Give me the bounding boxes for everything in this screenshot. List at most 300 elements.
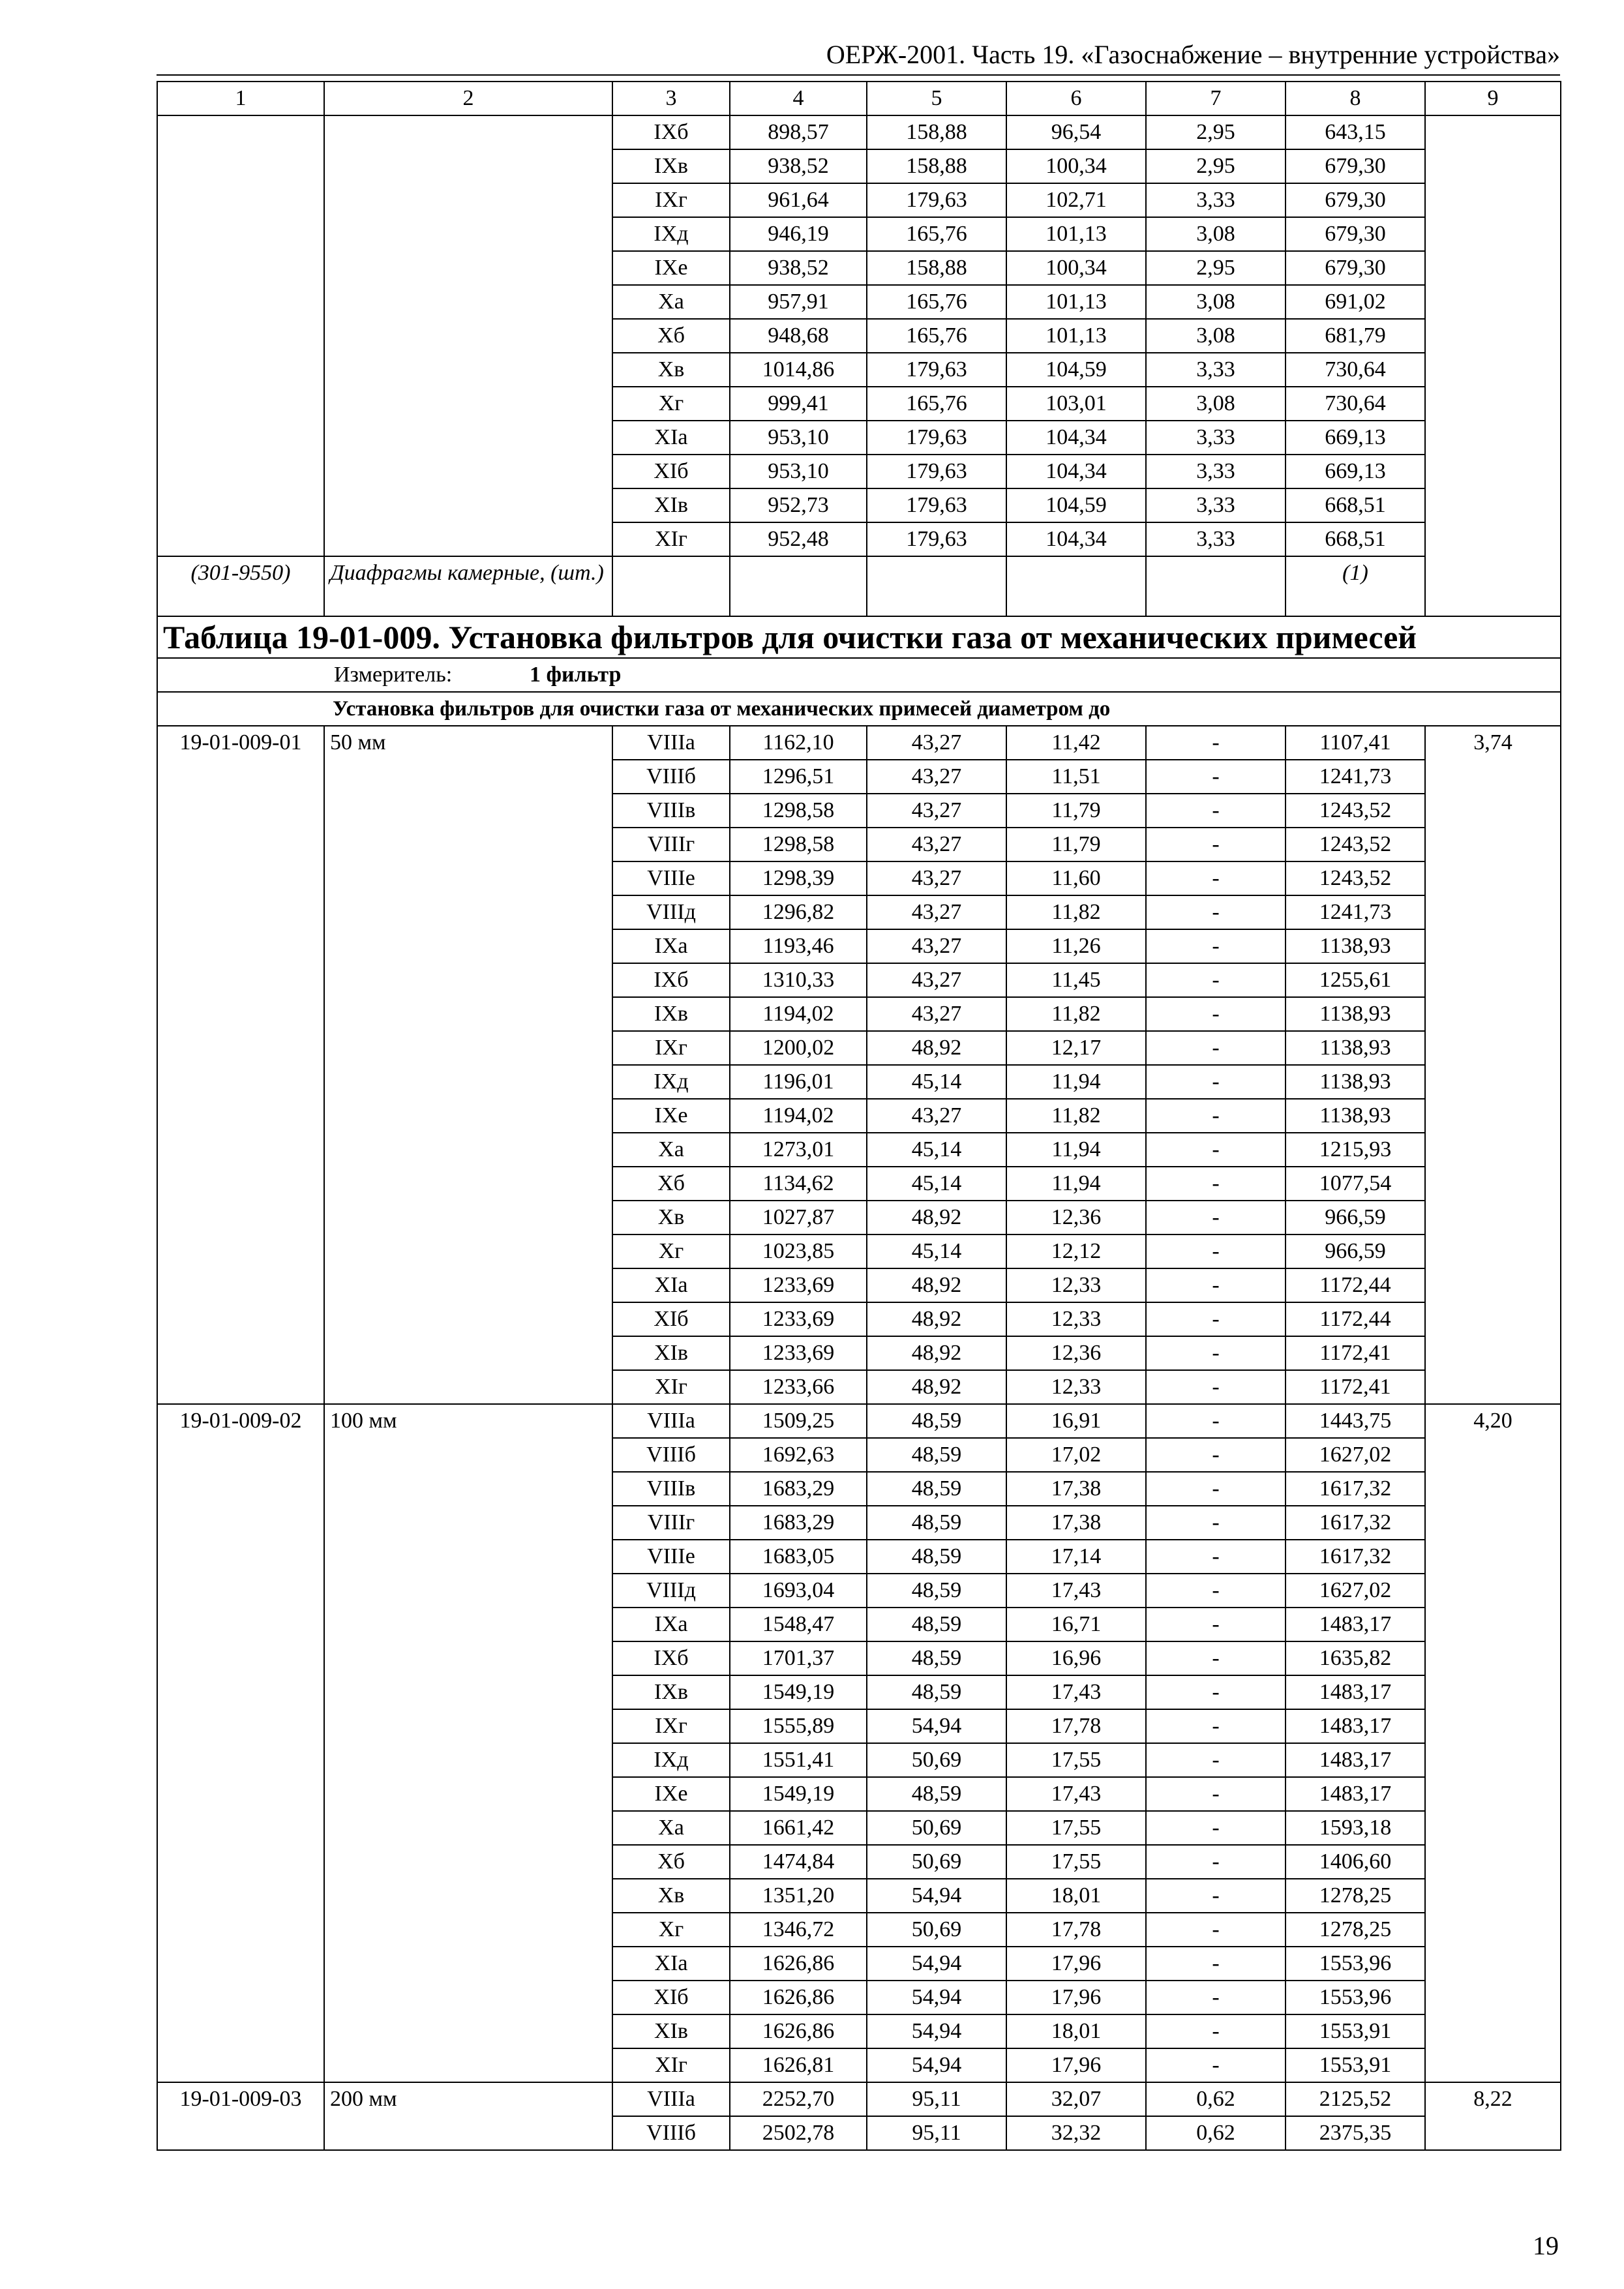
- value-cell: -: [1146, 1167, 1286, 1201]
- value-cell: 957,91: [730, 285, 867, 319]
- value-cell: 179,63: [867, 488, 1006, 522]
- value-cell: 691,02: [1286, 285, 1425, 319]
- value-cell: 43,27: [867, 1099, 1006, 1133]
- value-cell: 679,30: [1286, 183, 1425, 217]
- value-cell: 95,11: [867, 2082, 1006, 2116]
- value-cell: 17,55: [1006, 1743, 1146, 1777]
- value-cell: 17,38: [1006, 1472, 1146, 1506]
- value-cell: 11,60: [1006, 861, 1146, 895]
- value-cell: 48,59: [867, 1540, 1006, 1574]
- value-cell: 54,94: [867, 2048, 1006, 2082]
- value-cell: 1014,86: [730, 353, 867, 387]
- value-cell: -: [1146, 1981, 1286, 2014]
- value-cell: Xв: [612, 1879, 730, 1913]
- value-cell: 179,63: [867, 183, 1006, 217]
- value-cell: 1278,25: [1286, 1913, 1425, 1947]
- value-cell: 1233,66: [730, 1370, 867, 1404]
- value-cell: 3,08: [1146, 319, 1286, 353]
- value-cell: 17,43: [1006, 1777, 1146, 1811]
- subheading: Установка фильтров для очистки газа от механических примесей диаметром до: [157, 692, 1561, 726]
- value-cell: 12,33: [1006, 1302, 1146, 1336]
- name-cell: 100 мм: [324, 1404, 612, 2082]
- value-cell: IXг: [612, 183, 730, 217]
- value-cell: 158,88: [867, 149, 1006, 183]
- value-cell: XIа: [612, 1947, 730, 1981]
- value-cell: 643,15: [1286, 115, 1425, 149]
- value-cell: 1406,60: [1286, 1845, 1425, 1879]
- value-cell: 17,43: [1006, 1675, 1146, 1709]
- value-cell: 898,57: [730, 115, 867, 149]
- value-cell: 43,27: [867, 861, 1006, 895]
- value-cell: -: [1146, 1472, 1286, 1506]
- value-cell: VIIIе: [612, 861, 730, 895]
- value-cell: 1194,02: [730, 1099, 867, 1133]
- value-cell: 11,94: [1006, 1065, 1146, 1099]
- value-cell: -: [1146, 726, 1286, 760]
- value-cell: 104,34: [1006, 455, 1146, 488]
- value-cell: 1255,61: [1286, 963, 1425, 997]
- value-cell: 1483,17: [1286, 1608, 1425, 1641]
- value-cell: 1683,29: [730, 1506, 867, 1540]
- value-cell: 1617,32: [1286, 1472, 1425, 1506]
- subheading-row: [157, 692, 1561, 726]
- value-cell: 43,27: [867, 828, 1006, 861]
- value-cell: 2252,70: [730, 2082, 867, 2116]
- value-cell: 48,59: [867, 1404, 1006, 1438]
- value-cell: -: [1146, 929, 1286, 963]
- value-cell: 12,33: [1006, 1268, 1146, 1302]
- value-cell: 1617,32: [1286, 1540, 1425, 1574]
- value-cell: 165,76: [867, 319, 1006, 353]
- name-cell: 50 мм: [324, 726, 612, 1404]
- value-cell: Xа: [612, 285, 730, 319]
- table-body: [157, 82, 1561, 2150]
- value-cell: 1635,82: [1286, 1641, 1425, 1675]
- value-cell: 679,30: [1286, 251, 1425, 285]
- value-cell: 102,71: [1006, 183, 1146, 217]
- value-cell: 54,94: [867, 1879, 1006, 1913]
- value-cell: 3,33: [1146, 353, 1286, 387]
- value-cell: -: [1146, 997, 1286, 1031]
- value-cell: 48,59: [867, 1777, 1006, 1811]
- value-cell: 48,59: [867, 1574, 1006, 1608]
- value-cell: IXг: [612, 1031, 730, 1065]
- value-cell: 48,59: [867, 1608, 1006, 1641]
- value-cell: 104,59: [1006, 488, 1146, 522]
- value-cell: Xв: [612, 353, 730, 387]
- value-cell: 17,14: [1006, 1540, 1146, 1574]
- value-cell: 3,33: [1146, 522, 1286, 556]
- value-cell: 17,96: [1006, 2048, 1146, 2082]
- value-cell: 11,82: [1006, 997, 1146, 1031]
- value-cell: Xб: [612, 1167, 730, 1201]
- value-cell: 961,64: [730, 183, 867, 217]
- value-cell: 12,36: [1006, 1201, 1146, 1234]
- value-cell: 2,95: [1146, 115, 1286, 149]
- value-cell: 48,59: [867, 1675, 1006, 1709]
- table-row: [157, 115, 1561, 149]
- value-cell: IXа: [612, 1608, 730, 1641]
- value-cell: 1555,89: [730, 1709, 867, 1743]
- value-cell: 1661,42: [730, 1811, 867, 1845]
- value-cell: 50,69: [867, 1811, 1006, 1845]
- value-cell: 1162,10: [730, 726, 867, 760]
- value-cell: 1138,93: [1286, 1065, 1425, 1099]
- value-cell: 679,30: [1286, 149, 1425, 183]
- value-cell: 32,07: [1006, 2082, 1146, 2116]
- value-cell: 1627,02: [1286, 1438, 1425, 1472]
- value-cell: 45,14: [867, 1234, 1006, 1268]
- value-cell: 1683,05: [730, 1540, 867, 1574]
- value-cell: 1296,82: [730, 895, 867, 929]
- value-cell: 1553,91: [1286, 2048, 1425, 2082]
- value-cell: 3,33: [1146, 421, 1286, 455]
- page-header: ОЕРЖ-2001. Часть 19. «Газоснабжение – внутренние устройства»: [826, 40, 1560, 69]
- value-cell: IXе: [612, 251, 730, 285]
- value-cell: VIIIд: [612, 895, 730, 929]
- value-cell: 104,34: [1006, 522, 1146, 556]
- value-cell: 1548,47: [730, 1608, 867, 1641]
- value-cell: Xа: [612, 1133, 730, 1167]
- empty-cell: [612, 556, 730, 616]
- value-cell: Xг: [612, 1913, 730, 1947]
- column-number-cell: 2: [324, 82, 612, 115]
- value-cell: 1443,75: [1286, 1404, 1425, 1438]
- measure-row: [157, 658, 1561, 692]
- rates-table: [157, 81, 1561, 2151]
- value-cell: 179,63: [867, 522, 1006, 556]
- value-cell: 32,32: [1006, 2116, 1146, 2150]
- value-cell: XIв: [612, 2014, 730, 2048]
- value-cell: 1241,73: [1286, 760, 1425, 794]
- column-numbers-row: [157, 82, 1561, 115]
- value-cell: 11,94: [1006, 1133, 1146, 1167]
- value-cell: 54,94: [867, 1947, 1006, 1981]
- table-row: [157, 2082, 1561, 2116]
- value-cell: 1474,84: [730, 1845, 867, 1879]
- table-title-row: [157, 616, 1561, 658]
- value-cell: 1196,01: [730, 1065, 867, 1099]
- code-cell: 19-01-009-02: [157, 1404, 324, 2082]
- value-cell: -: [1146, 1133, 1286, 1167]
- header-rule: [157, 74, 1560, 76]
- material-qty: (1): [1286, 556, 1425, 616]
- value-cell: 679,30: [1286, 217, 1425, 251]
- value-cell: Xг: [612, 387, 730, 421]
- value-cell: 1243,52: [1286, 794, 1425, 828]
- value-cell: -: [1146, 2048, 1286, 2082]
- value-cell: -: [1146, 861, 1286, 895]
- value-cell: 43,27: [867, 895, 1006, 929]
- value-cell: -: [1146, 1234, 1286, 1268]
- value-cell: 48,92: [867, 1268, 1006, 1302]
- value-cell: 1172,41: [1286, 1370, 1425, 1404]
- value-cell: 1692,63: [730, 1438, 867, 1472]
- value-cell: Xа: [612, 1811, 730, 1845]
- measure-label: Измеритель:: [334, 663, 453, 687]
- page-number: 19: [1533, 2231, 1559, 2260]
- value-cell: 11,26: [1006, 929, 1146, 963]
- empty-cell: [730, 556, 867, 616]
- value-cell: 1107,41: [1286, 726, 1425, 760]
- value-cell: 11,79: [1006, 794, 1146, 828]
- value-cell: -: [1146, 1574, 1286, 1608]
- value-cell: 1077,54: [1286, 1167, 1425, 1201]
- value-cell: -: [1146, 1404, 1286, 1438]
- value-cell: IXв: [612, 997, 730, 1031]
- value-cell: 43,27: [867, 726, 1006, 760]
- value-cell: 104,34: [1006, 421, 1146, 455]
- value-cell: 1298,39: [730, 861, 867, 895]
- value-cell: 1298,58: [730, 794, 867, 828]
- value-cell: 3,08: [1146, 285, 1286, 319]
- value-cell: 48,92: [867, 1031, 1006, 1065]
- value-cell: -: [1146, 1336, 1286, 1370]
- value-cell: VIIIг: [612, 828, 730, 861]
- value-cell: 1683,29: [730, 1472, 867, 1506]
- value-cell: -: [1146, 1268, 1286, 1302]
- value-cell: 3,33: [1146, 183, 1286, 217]
- value-cell: XIа: [612, 1268, 730, 1302]
- value-cell: 101,13: [1006, 319, 1146, 353]
- value-cell: 165,76: [867, 285, 1006, 319]
- value-cell: 1215,93: [1286, 1133, 1425, 1167]
- value-cell: 48,59: [867, 1472, 1006, 1506]
- value-cell: 11,94: [1006, 1167, 1146, 1201]
- value-cell: 1310,33: [730, 963, 867, 997]
- value-cell: IXб: [612, 115, 730, 149]
- value-cell: 17,55: [1006, 1845, 1146, 1879]
- value-cell: 1553,96: [1286, 1981, 1425, 2014]
- value-cell: 101,13: [1006, 217, 1146, 251]
- value-cell: 96,54: [1006, 115, 1146, 149]
- value-cell: 1138,93: [1286, 1099, 1425, 1133]
- value-cell: Xг: [612, 1234, 730, 1268]
- value-cell: 16,96: [1006, 1641, 1146, 1675]
- value-cell: 1241,73: [1286, 895, 1425, 929]
- material-name: Диафрагмы камерные, (шт.): [324, 556, 612, 616]
- value-cell: 1233,69: [730, 1268, 867, 1302]
- col9-cell: 8,22: [1425, 2082, 1561, 2150]
- value-cell: IXв: [612, 149, 730, 183]
- value-cell: 43,27: [867, 760, 1006, 794]
- value-cell: 938,52: [730, 251, 867, 285]
- value-cell: 11,51: [1006, 760, 1146, 794]
- value-cell: 12,17: [1006, 1031, 1146, 1065]
- value-cell: 18,01: [1006, 2014, 1146, 2048]
- column-number-cell: 8: [1286, 82, 1425, 115]
- value-cell: 50,69: [867, 1913, 1006, 1947]
- value-cell: 16,91: [1006, 1404, 1146, 1438]
- value-cell: 11,82: [1006, 895, 1146, 929]
- value-cell: 2,95: [1146, 149, 1286, 183]
- value-cell: 43,27: [867, 997, 1006, 1031]
- col9-cell: 3,74: [1425, 726, 1561, 1404]
- value-cell: 1483,17: [1286, 1675, 1425, 1709]
- value-cell: 668,51: [1286, 522, 1425, 556]
- material-row: [157, 556, 1561, 616]
- value-cell: 50,69: [867, 1845, 1006, 1879]
- value-cell: 158,88: [867, 115, 1006, 149]
- value-cell: 48,59: [867, 1438, 1006, 1472]
- value-cell: IXв: [612, 1675, 730, 1709]
- code-cell: 19-01-009-01: [157, 726, 324, 1404]
- value-cell: VIIIа: [612, 726, 730, 760]
- value-cell: 1701,37: [730, 1641, 867, 1675]
- column-number-cell: 5: [867, 82, 1006, 115]
- value-cell: VIIIб: [612, 760, 730, 794]
- col9-cell: 4,20: [1425, 1404, 1561, 2082]
- name-cell: 200 мм: [324, 2082, 612, 2150]
- value-cell: -: [1146, 1608, 1286, 1641]
- value-cell: 45,14: [867, 1167, 1006, 1201]
- value-cell: 730,64: [1286, 353, 1425, 387]
- value-cell: -: [1146, 828, 1286, 861]
- value-cell: 48,92: [867, 1336, 1006, 1370]
- value-cell: VIIIе: [612, 1540, 730, 1574]
- value-cell: Xв: [612, 1201, 730, 1234]
- value-cell: 11,42: [1006, 726, 1146, 760]
- value-cell: 1483,17: [1286, 1709, 1425, 1743]
- column-number-cell: 3: [612, 82, 730, 115]
- value-cell: 1593,18: [1286, 1811, 1425, 1845]
- measure-cell: [157, 658, 1561, 692]
- value-cell: -: [1146, 895, 1286, 929]
- value-cell: 1233,69: [730, 1336, 867, 1370]
- value-cell: 3,08: [1146, 387, 1286, 421]
- value-cell: -: [1146, 1065, 1286, 1099]
- value-cell: 54,94: [867, 1709, 1006, 1743]
- value-cell: 103,01: [1006, 387, 1146, 421]
- value-cell: -: [1146, 1913, 1286, 1947]
- value-cell: 2125,52: [1286, 2082, 1425, 2116]
- value-cell: 952,73: [730, 488, 867, 522]
- value-cell: 45,14: [867, 1065, 1006, 1099]
- material-code: (301-9550): [157, 556, 324, 616]
- value-cell: 165,76: [867, 217, 1006, 251]
- value-cell: -: [1146, 1947, 1286, 1981]
- value-cell: 17,96: [1006, 1947, 1146, 1981]
- value-cell: -: [1146, 1302, 1286, 1336]
- value-cell: VIIIд: [612, 1574, 730, 1608]
- value-cell: 48,59: [867, 1506, 1006, 1540]
- col9-cell: [1425, 115, 1561, 616]
- value-cell: 0,62: [1146, 2082, 1286, 2116]
- value-cell: 45,14: [867, 1133, 1006, 1167]
- value-cell: XIб: [612, 1981, 730, 2014]
- value-cell: 1172,44: [1286, 1302, 1425, 1336]
- name-cell: [324, 115, 612, 556]
- value-cell: 1200,02: [730, 1031, 867, 1065]
- value-cell: 1549,19: [730, 1675, 867, 1709]
- value-cell: 1551,41: [730, 1743, 867, 1777]
- value-cell: 1233,69: [730, 1302, 867, 1336]
- value-cell: 1296,51: [730, 760, 867, 794]
- column-number-cell: 9: [1425, 82, 1561, 115]
- value-cell: 953,10: [730, 455, 867, 488]
- table-row: [157, 726, 1561, 760]
- value-cell: 179,63: [867, 353, 1006, 387]
- value-cell: 48,92: [867, 1302, 1006, 1336]
- value-cell: 1243,52: [1286, 828, 1425, 861]
- value-cell: 50,69: [867, 1743, 1006, 1777]
- value-cell: 3,33: [1146, 455, 1286, 488]
- value-cell: 1617,32: [1286, 1506, 1425, 1540]
- value-cell: Xб: [612, 1845, 730, 1879]
- value-cell: 1138,93: [1286, 929, 1425, 963]
- value-cell: 11,45: [1006, 963, 1146, 997]
- value-cell: IXб: [612, 963, 730, 997]
- value-cell: 1194,02: [730, 997, 867, 1031]
- value-cell: 1193,46: [730, 929, 867, 963]
- value-cell: 11,82: [1006, 1099, 1146, 1133]
- value-cell: 95,11: [867, 2116, 1006, 2150]
- value-cell: -: [1146, 1031, 1286, 1065]
- value-cell: VIIIв: [612, 1472, 730, 1506]
- value-cell: 1023,85: [730, 1234, 867, 1268]
- value-cell: 18,01: [1006, 1879, 1146, 1913]
- value-cell: 966,59: [1286, 1234, 1425, 1268]
- value-cell: 165,76: [867, 387, 1006, 421]
- empty-cell: [867, 556, 1006, 616]
- value-cell: -: [1146, 1709, 1286, 1743]
- value-cell: 669,13: [1286, 455, 1425, 488]
- value-cell: -: [1146, 1811, 1286, 1845]
- value-cell: VIIIа: [612, 2082, 730, 2116]
- empty-cell: [1146, 556, 1286, 616]
- measure-value: 1 фильтр: [530, 663, 622, 687]
- value-cell: 1483,17: [1286, 1743, 1425, 1777]
- value-cell: 1693,04: [730, 1574, 867, 1608]
- empty-cell: [1006, 556, 1146, 616]
- value-cell: VIIIб: [612, 2116, 730, 2150]
- value-cell: 54,94: [867, 1981, 1006, 2014]
- value-cell: 2,95: [1146, 251, 1286, 285]
- value-cell: 1138,93: [1286, 1031, 1425, 1065]
- value-cell: XIг: [612, 2048, 730, 2082]
- value-cell: VIIIа: [612, 1404, 730, 1438]
- value-cell: 100,34: [1006, 251, 1146, 285]
- value-cell: XIб: [612, 1302, 730, 1336]
- value-cell: 1553,91: [1286, 2014, 1425, 2048]
- value-cell: 179,63: [867, 421, 1006, 455]
- value-cell: 17,78: [1006, 1709, 1146, 1743]
- value-cell: 1138,93: [1286, 997, 1425, 1031]
- value-cell: 938,52: [730, 149, 867, 183]
- value-cell: -: [1146, 760, 1286, 794]
- value-cell: 48,59: [867, 1641, 1006, 1675]
- value-cell: 966,59: [1286, 1201, 1425, 1234]
- value-cell: XIв: [612, 1336, 730, 1370]
- value-cell: XIа: [612, 421, 730, 455]
- value-cell: 1549,19: [730, 1777, 867, 1811]
- value-cell: -: [1146, 963, 1286, 997]
- value-cell: IXд: [612, 1065, 730, 1099]
- value-cell: 2375,35: [1286, 2116, 1425, 2150]
- value-cell: -: [1146, 2014, 1286, 2048]
- value-cell: 1273,01: [730, 1133, 867, 1167]
- value-cell: 1483,17: [1286, 1777, 1425, 1811]
- value-cell: IXг: [612, 1709, 730, 1743]
- value-cell: 17,78: [1006, 1913, 1146, 1947]
- value-cell: IXд: [612, 1743, 730, 1777]
- value-cell: -: [1146, 1845, 1286, 1879]
- value-cell: XIв: [612, 488, 730, 522]
- value-cell: 2502,78: [730, 2116, 867, 2150]
- value-cell: 3,33: [1146, 488, 1286, 522]
- value-cell: 0,62: [1146, 2116, 1286, 2150]
- value-cell: -: [1146, 794, 1286, 828]
